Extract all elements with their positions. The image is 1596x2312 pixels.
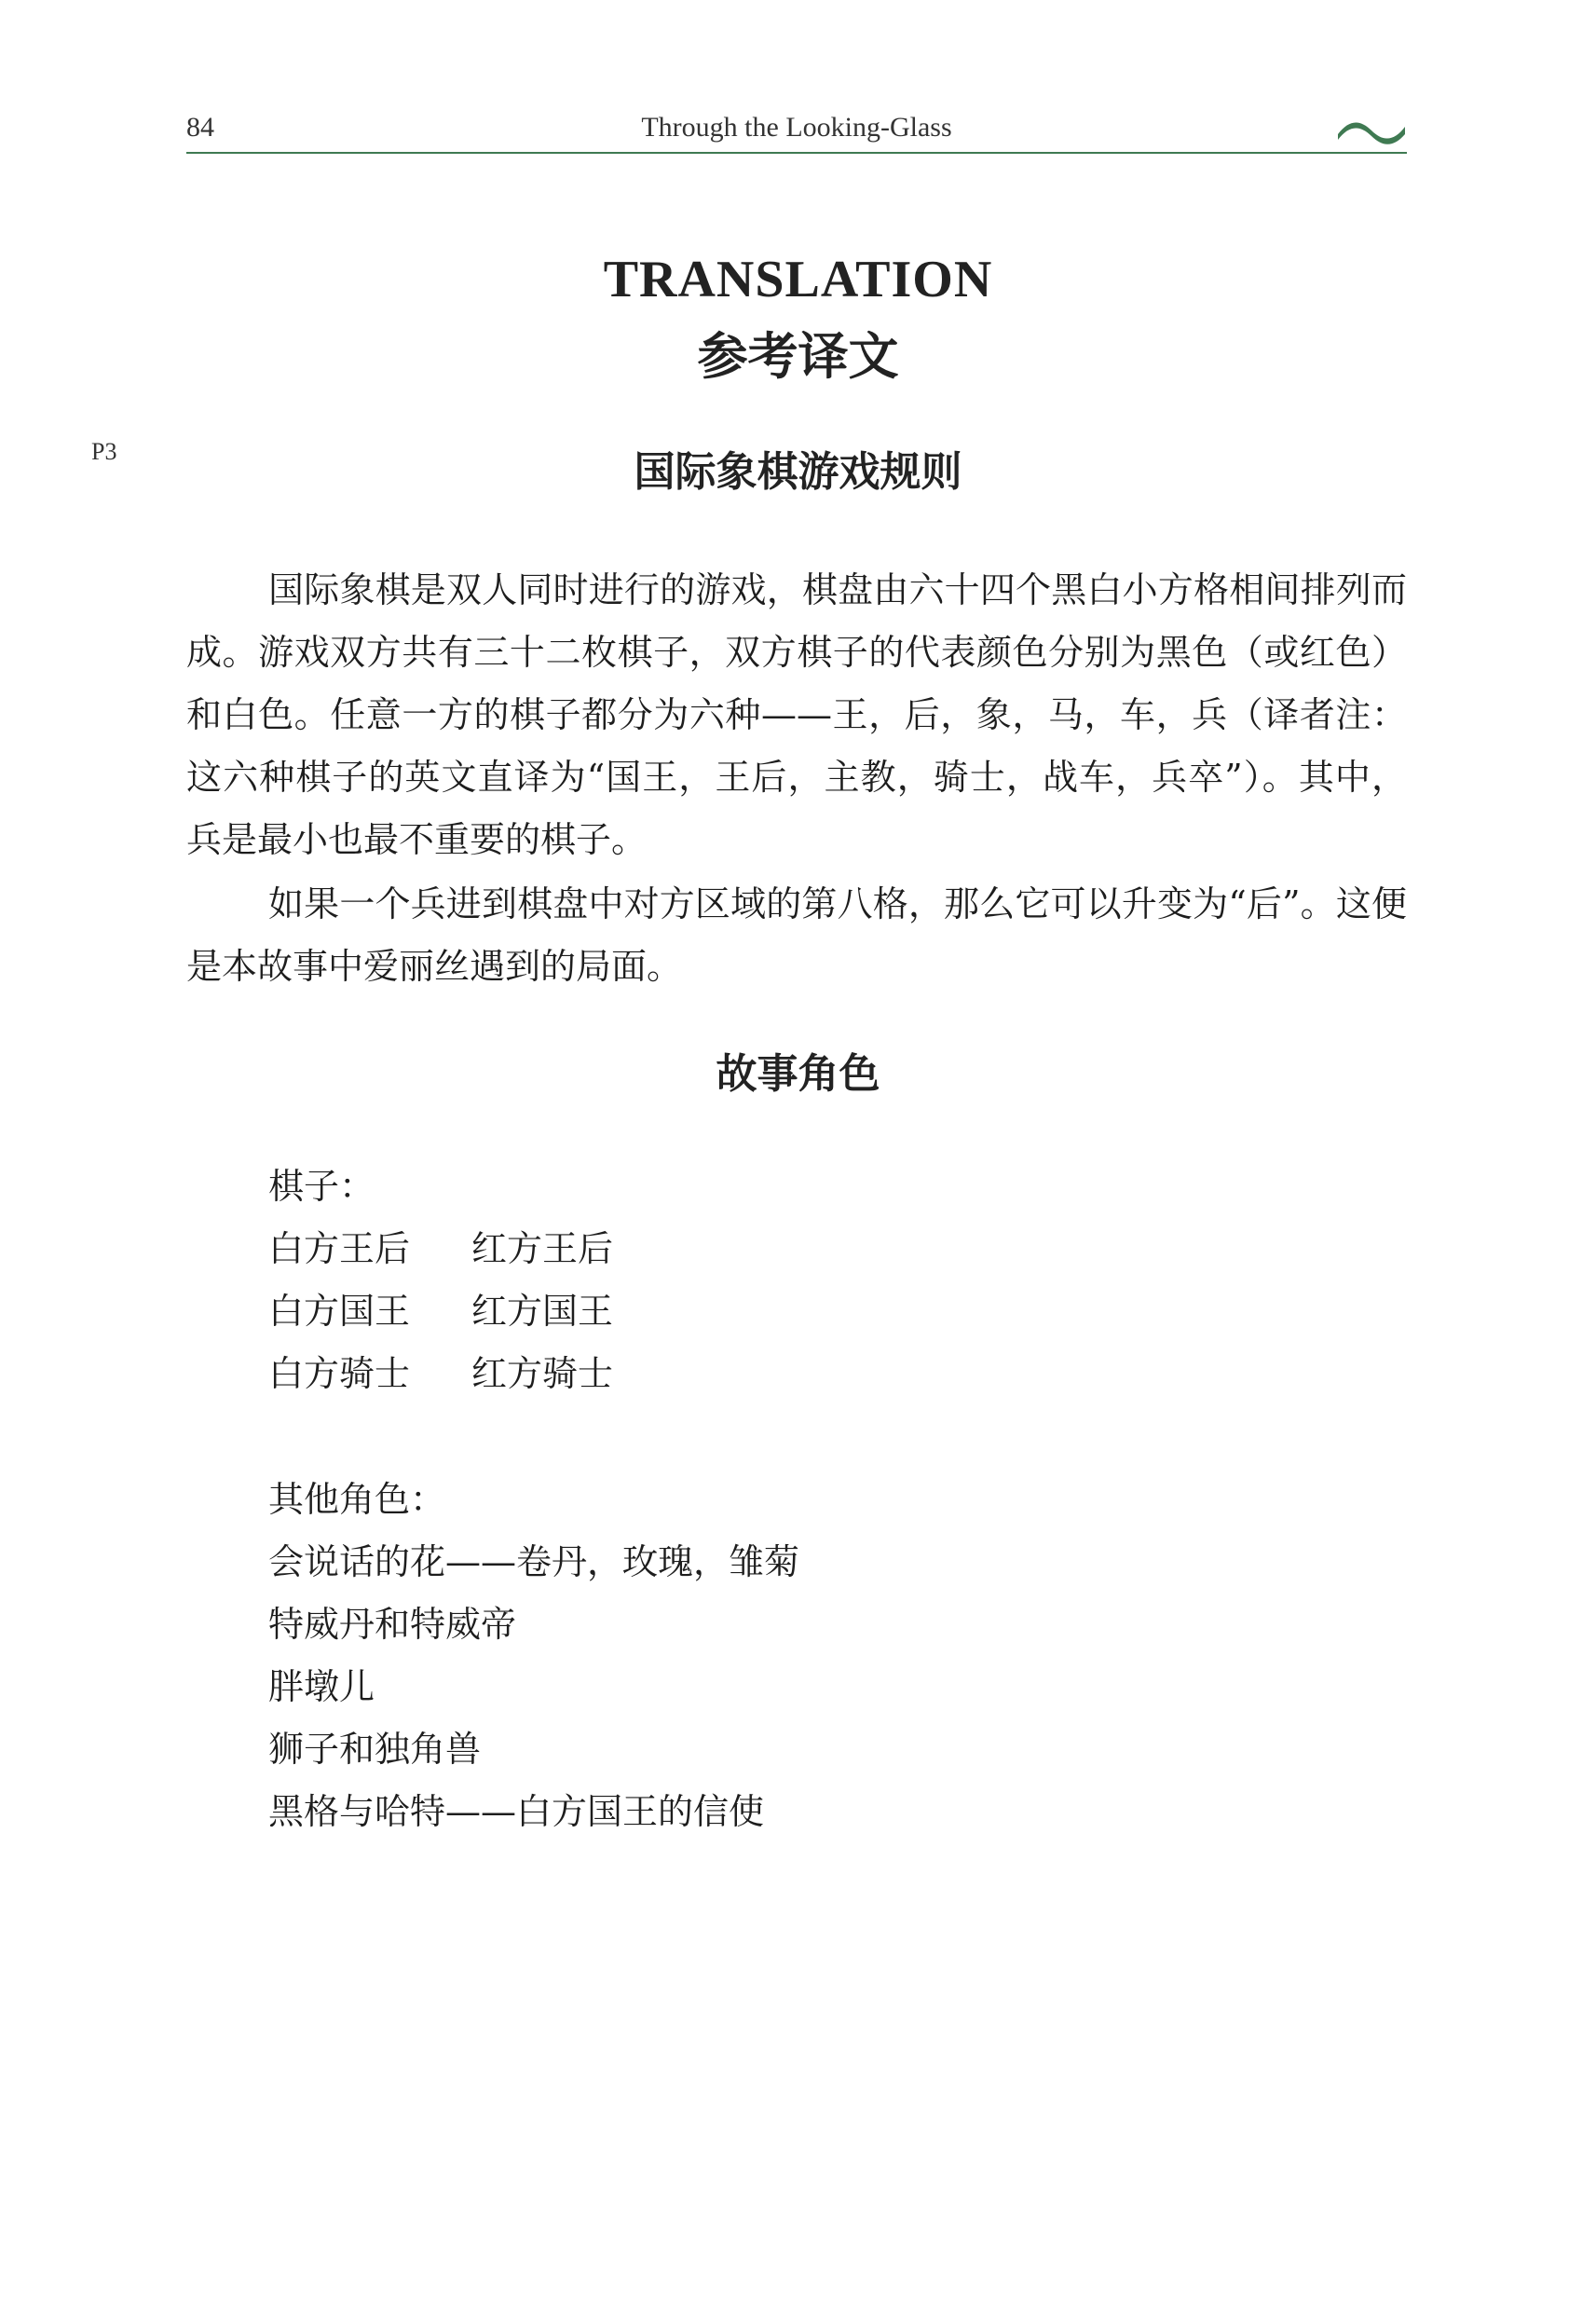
pieces-list xyxy=(268,1156,613,1405)
rules-paragraph-1: 国际象棋是双人同时进行的游戏，棋盘由六十四个黑白小方格相间排列而成。游戏双方共有三十二枚棋子，双方棋子的代表颜色分别为黑色（或红色）和白色。任意一方的棋子都分为六种——王，后，象，马，车，兵（译者注：这六种棋子的英文直译为“国王，王后，主教，骑士，战车，兵卒”）。其中，兵是最小也最不重要的棋子。 xyxy=(186,569,1407,860)
list-item xyxy=(268,1343,613,1405)
list-item: 特威丹和特威帝 xyxy=(268,1604,517,1645)
rules-heading: 国际象棋游戏规则 xyxy=(634,448,962,496)
list-item: 胖墩儿 xyxy=(268,1666,375,1707)
page-number: 84 xyxy=(186,112,214,143)
others-label: 其他角色： xyxy=(268,1479,446,1520)
white-piece: 白方骑士 xyxy=(268,1353,411,1394)
page-title: TRANSLATION xyxy=(603,251,993,308)
wave-ornament-icon xyxy=(1336,116,1407,149)
pieces-label: 棋子： xyxy=(268,1166,375,1207)
other-characters-list xyxy=(268,1469,799,1843)
margin-page-tag: P3 xyxy=(91,438,117,465)
list-item xyxy=(268,1280,613,1343)
red-piece: 红方王后 xyxy=(471,1228,614,1269)
list-item xyxy=(268,1218,613,1280)
red-piece: 红方骑士 xyxy=(471,1353,614,1394)
header-rule xyxy=(186,152,1407,154)
list-item: 黑格与哈特——白方国王的信使 xyxy=(268,1791,765,1832)
list-item: 狮子和独角兽 xyxy=(268,1729,482,1770)
page-subtitle: 参考译文 xyxy=(697,327,899,386)
red-piece: 红方国王 xyxy=(471,1291,614,1332)
list-item: 会说话的花——卷丹，玫瑰，雏菊 xyxy=(268,1541,800,1582)
rules-paragraph-2: 如果一个兵进到棋盘中对方区域的第八格，那么它可以升变为“后”。这便是本故事中爱丽丝遇到的局面。 xyxy=(186,883,1407,987)
characters-heading: 故事角色 xyxy=(716,1050,880,1098)
white-piece: 白方王后 xyxy=(268,1228,411,1269)
running-title: Through the Looking-Glass xyxy=(641,112,952,143)
white-piece: 白方国王 xyxy=(268,1291,411,1332)
